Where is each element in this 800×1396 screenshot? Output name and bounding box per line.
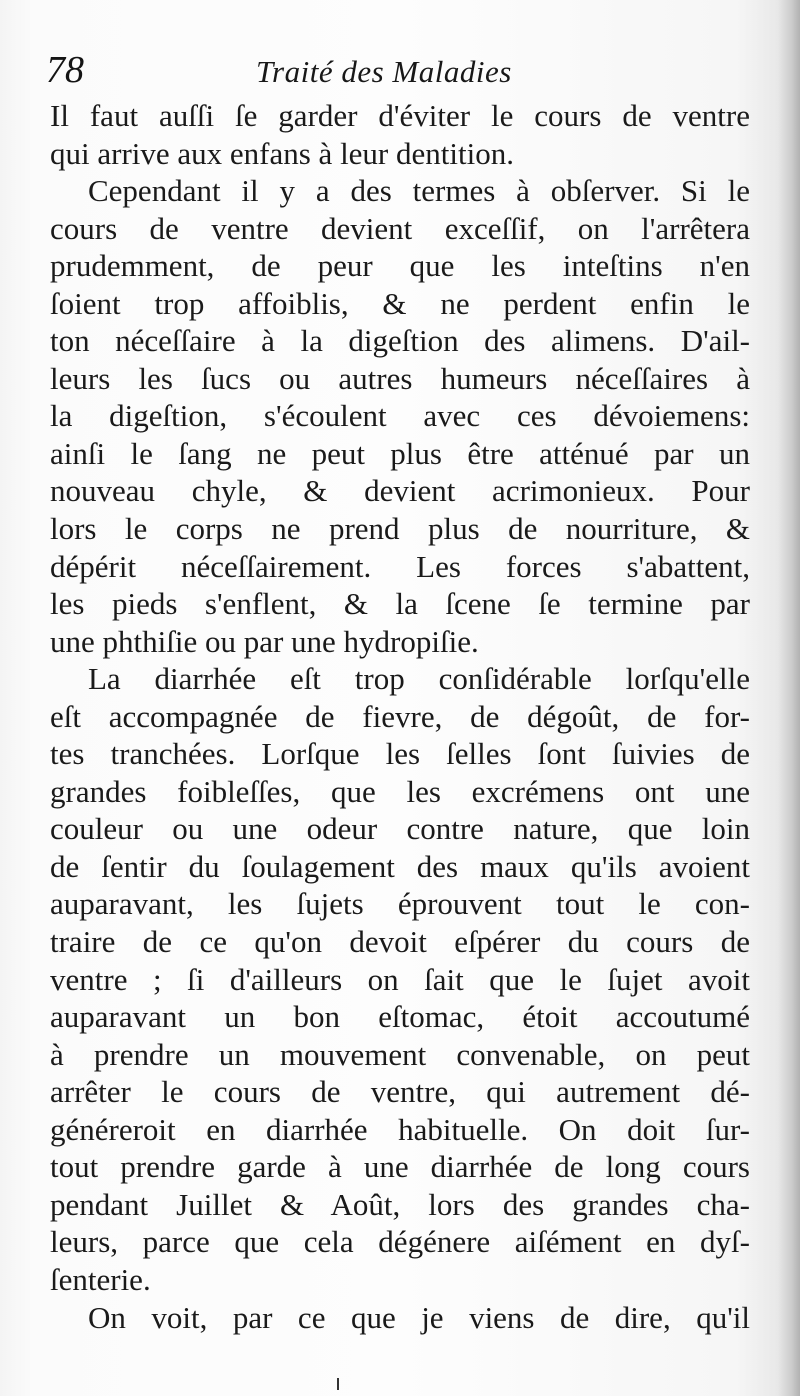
text-line: ſenterie. bbox=[50, 1261, 151, 1297]
text-line: généreroit en diarrhée habituelle. On doit ſur- bbox=[50, 1111, 750, 1147]
text-line: La diarrhée eſt trop conſidérable lorſqu'elle bbox=[88, 661, 750, 697]
text-line: arrêter le cours de ventre, qui autrement dé- bbox=[50, 1074, 750, 1110]
running-title: Traité des Maladies bbox=[256, 54, 512, 89]
text-line: ventre ; ſi d'ailleurs on ſait que le ſujet avoit bbox=[50, 961, 750, 997]
text-line: eſt accompagnée de fievre, de dégoût, de for- bbox=[50, 698, 750, 734]
text-line: ſoient trop affoiblis, & ne perdent enfin le bbox=[50, 285, 750, 321]
text-line: qui arrive aux enfans à leur dentition. bbox=[50, 135, 514, 171]
text-line: dépérit néceſſairement. Les forces s'abattent, bbox=[50, 548, 750, 584]
text-line: auparavant un bon eſtomac, étoit accoutumé bbox=[50, 999, 750, 1035]
text-line: tes tranchées. Lorſque les ſelles ſont ſuivies de bbox=[50, 736, 750, 772]
text-line: ton néceſſaire à la digeſtion des alimens. D'ail- bbox=[50, 323, 750, 359]
text-line: nouveau chyle, & devient acrimonieux. Pour bbox=[50, 473, 750, 509]
text-line: ainſi le ſang ne peut plus être atténué par un bbox=[50, 435, 750, 471]
text-line: de ſentir du ſoulagement des maux qu'ils avoient bbox=[50, 848, 750, 884]
text-line: grandes foibleſſes, que les excrémens ont une bbox=[50, 773, 750, 809]
text-line: couleur ou une odeur contre nature, que loin bbox=[50, 811, 750, 847]
print-mark bbox=[337, 1378, 339, 1390]
text-line: auparavant, les ſujets éprouvent tout le con- bbox=[50, 886, 750, 922]
text-line: les pieds s'enflent, & la ſcene ſe termine par bbox=[50, 586, 750, 622]
text-line: une phthiſie ou par une hydropiſie. bbox=[50, 623, 479, 659]
text-line: la digeſtion, s'écoulent avec ces dévoiemens: bbox=[50, 398, 750, 434]
text-line: lors le corps ne prend plus de nourriture, & bbox=[50, 511, 750, 547]
page-fold-shadow bbox=[778, 0, 800, 1396]
text-line: prudemment, de peur que les inteſtins n'en bbox=[50, 248, 750, 284]
text-line: Cependant il y a des termes à obſerver. Si le bbox=[88, 173, 750, 209]
page-number: 78 bbox=[46, 49, 84, 91]
text-line: pendant Juillet & Août, lors des grandes cha- bbox=[50, 1186, 750, 1222]
text-line: cours de ventre devient exceſſif, on l'arrêtera bbox=[50, 210, 750, 246]
text-line: leurs les ſucs ou autres humeurs néceſſaires à bbox=[50, 360, 750, 396]
text-line: à prendre un mouvement convenable, on peut bbox=[50, 1036, 750, 1072]
text-line: tout prendre garde à une diarrhée de long cours bbox=[50, 1149, 750, 1185]
text-line: leurs, parce que cela dégénere aiſément en dyſ- bbox=[50, 1224, 750, 1260]
page-header bbox=[46, 46, 746, 94]
text-line: Il faut auſſi ſe garder d'éviter le cours de ventre bbox=[50, 98, 750, 133]
body-text bbox=[50, 97, 750, 1336]
text-line: On voit, par ce que je viens de dire, qu'il bbox=[88, 1299, 750, 1335]
text-line: traire de ce qu'on devoit eſpérer du cours de bbox=[50, 924, 750, 960]
